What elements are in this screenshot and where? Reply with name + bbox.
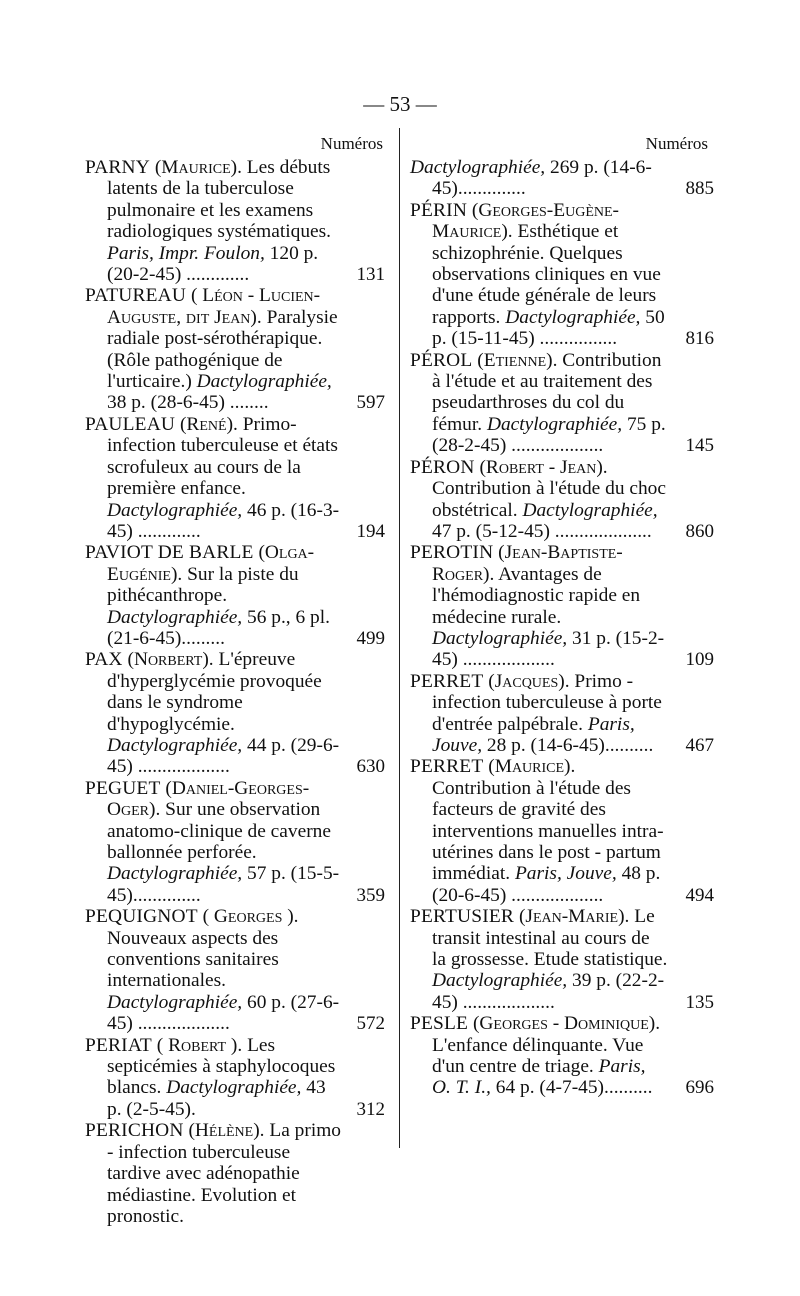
entry-list — [410, 157, 714, 1099]
entry-name: PERIAT — [85, 1034, 152, 1056]
entry-name: PAULEAU — [85, 413, 176, 435]
entry-title: Sur la piste du pithécanthrope. — [107, 563, 299, 607]
entry-details: 38 p. (28-6-45) ........ — [107, 392, 269, 414]
index-entry — [410, 542, 714, 671]
entry-list — [85, 157, 385, 1227]
entry-publication: Dactylographiée, — [107, 499, 243, 521]
entry-title: Contribution à l'étude et au traitement des pseudarthroses du col du fémur. — [432, 349, 662, 435]
entry-title: Paralysie radiale post-sérothérapique. (Rôle pathogénique de l'urticaire.) — [107, 306, 338, 393]
entry-name: PERICHON — [85, 1120, 184, 1142]
entry-publication: Paris, Jouve, — [514, 863, 617, 885]
entry-given-names: (Georges - Dominique). — [472, 1013, 661, 1035]
entry-name: PEROTIN — [410, 542, 494, 564]
entry-number: 630 — [356, 756, 385, 778]
entry-details: 28 p. (14-6-45).......... — [482, 734, 654, 756]
entry-title: Les débuts latents de la tuberculose pulmonaire et les examens radiologiques systématiques. — [107, 157, 332, 243]
entry-number: 494 — [685, 884, 714, 906]
entry-details: 47 p. (5-12-45) .................... — [432, 520, 652, 542]
entry-number: 860 — [685, 520, 714, 542]
entry-number: 131 — [356, 264, 385, 286]
entry-publication: Dactylographiée, — [522, 499, 658, 521]
right-column — [410, 134, 714, 1099]
index-entry — [410, 199, 714, 350]
index-entry — [85, 285, 385, 413]
entry-publication: Paris, Impr. Foulon, — [107, 242, 265, 264]
page-number: — 53 — — [363, 92, 437, 116]
entry-publication: Dactylographiée, — [196, 371, 332, 393]
entry-number: 816 — [685, 328, 714, 350]
entry-details: 39 p. (22-2-45) ................... — [432, 970, 665, 1013]
entry-title: L'épreuve d'hyperglycémie provoquée dans le syndrome d'hypoglycémie. — [107, 649, 322, 735]
entry-details: 75 p. (28-2-45) ................... — [432, 413, 666, 457]
index-entry — [410, 157, 714, 200]
entry-name: PARNY — [85, 157, 150, 178]
index-entry — [410, 1013, 714, 1099]
entry-title: Contribution à l'étude des facteurs de gravité des interventions manuelles intra-utérines dans le post - partum immédiat. — [432, 777, 664, 885]
entry-title: Contribution à l'étude du choc obstétrical. — [432, 478, 666, 521]
entry-given-names: ( Robert ). — [156, 1034, 243, 1056]
entry-given-names: (Olga-Eugénie). — [107, 542, 315, 585]
entry-given-names: (Jacques). — [488, 670, 570, 692]
entry-number: 597 — [356, 392, 385, 414]
entry-number: 145 — [685, 435, 714, 457]
entry-number: 135 — [685, 991, 714, 1013]
entry-title: Primo-infection tuberculeuse et états scrofuleux au cours de la première enfance. — [107, 413, 338, 500]
entry-given-names: (Norbert). — [127, 649, 214, 671]
entry-given-names: (Georges-Eugène-Maurice). — [432, 199, 619, 243]
entry-name: PAX — [85, 649, 123, 671]
entry-publication: Dactylographiée, — [432, 627, 568, 649]
entry-title: Nouveaux aspects des conventions sanitaires internationales. — [107, 927, 279, 992]
entry-name: PÉROL — [410, 349, 473, 371]
entry-number: 194 — [356, 520, 385, 542]
index-entry — [85, 414, 385, 542]
entry-number: 885 — [685, 178, 714, 200]
entry-publication: Dactylographiée, — [107, 863, 243, 885]
column-divider — [399, 128, 400, 1148]
entry-title: Les septicémies à staphylocoques blancs. — [107, 1034, 336, 1099]
entry-title: Le transit intestinal au cours de la grossesse. Etude statistique. — [432, 906, 668, 971]
entry-given-names: (Jean-Marie). — [518, 906, 630, 928]
entry-details: 44 p. (29-6-45) ................... — [107, 734, 340, 778]
entry-details: 64 p. (4-7-45).......... — [490, 1077, 653, 1099]
entry-name: PAVIOT DE BARLE — [85, 542, 254, 564]
entry-given-names: (Jean-Baptiste-Roger). — [432, 542, 623, 585]
index-entry — [410, 670, 714, 757]
entry-title: Sur une observation anatomo-clinique de caverne ballonnée perforée. — [107, 799, 331, 863]
entry-given-names: (Daniel-Georges-Oger). — [107, 777, 310, 821]
entry-name: PERRET — [410, 670, 484, 692]
entry-details: 48 p. (20-6-45) ................... — [432, 863, 661, 906]
entry-number: 359 — [356, 884, 385, 906]
column-header: Numéros — [320, 134, 383, 153]
entry-number: 312 — [356, 1098, 385, 1120]
column-header: Numéros — [645, 134, 708, 153]
index-entry — [410, 906, 714, 1013]
entry-publication: Dactylographiée, — [107, 734, 243, 756]
entry-given-names: ( Léon - Lucien-Auguste, dit Jean). — [107, 285, 321, 328]
entry-details: 56 p., 6 pl. (21-6-45)......... — [107, 606, 330, 649]
entry-name: PERTUSIER — [410, 906, 515, 928]
index-entry — [85, 649, 385, 777]
entry-publication: Dactylographiée, — [166, 1077, 302, 1099]
entry-number: 572 — [356, 1013, 385, 1035]
entry-given-names: (René). — [179, 413, 238, 435]
index-entry — [410, 349, 714, 457]
entry-details: 120 p. (20-2-45) ............. — [107, 242, 319, 286]
index-entry — [85, 1120, 385, 1227]
entry-publication: Dactylographiée, — [432, 970, 568, 992]
entry-title: Primo - infection tuberculeuse à porte d'entrée palpébrale. — [432, 670, 662, 735]
entry-name: PERRET — [410, 756, 484, 778]
index-entry — [410, 756, 714, 906]
entry-title: Esthétique et schizophrénie. Quelques observations cliniques en vue d'une étude générale de leurs rapports. — [432, 221, 661, 328]
entry-details: 60 p. (27-6-45) ................... — [107, 991, 340, 1035]
entry-publication: Paris, O. T. I., — [432, 1056, 646, 1099]
entry-given-names: (Maurice). — [488, 756, 576, 778]
entry-publication: Dactylographiée, — [107, 991, 243, 1013]
entry-publication: Dactylographiée, — [486, 413, 623, 435]
entry-name: PÉRON — [410, 456, 475, 478]
entry-publication: Dactylographiée, — [505, 306, 641, 328]
entry-name: PESLE — [410, 1013, 469, 1035]
entry-number: 499 — [356, 627, 385, 649]
entry-given-names: (Hélène). — [188, 1120, 265, 1142]
left-column — [85, 135, 385, 1227]
index-entry — [85, 778, 385, 906]
entry-title: L'enfance délinquante. Vue d'un centre de triage. — [432, 1034, 644, 1078]
entry-title: Avantages de l'hémodiagnostic rapide en médecine rurale. — [432, 563, 641, 628]
entry-details: 46 p. (16-3-45) ............. — [107, 499, 340, 542]
entry-given-names: (Robert - Jean). — [479, 456, 608, 478]
entry-details: 31 p. (15-2-45) ................... — [432, 627, 665, 671]
index-entry — [410, 456, 714, 543]
entry-given-names: (Maurice). — [154, 157, 242, 178]
index-entry — [85, 542, 385, 649]
entry-number: 696 — [685, 1077, 714, 1099]
entry-number: 109 — [685, 649, 714, 671]
index-entry — [85, 1035, 385, 1121]
entry-publication: Paris, Jouve, — [432, 713, 635, 756]
entry-details: 50 p. (15-11-45) ................ — [432, 306, 665, 350]
entry-publication: Dactylographiée, — [107, 606, 243, 628]
entry-name: PEQUIGNOT — [85, 906, 198, 928]
entry-name: PÉRIN — [410, 199, 468, 221]
entry-title: La primo - infection tuberculeuse tardive avec adénopathie médiastine. Evolution et pronostic. — [107, 1120, 341, 1227]
entry-given-names: ( Georges ). — [202, 906, 299, 928]
index-entry — [85, 157, 385, 285]
entry-name: PATUREAU — [85, 285, 187, 307]
entry-details: 269 p. (14-6-45).............. — [432, 157, 652, 200]
entry-details: 57 p. (15-5-45).............. — [107, 863, 340, 906]
entry-given-names: (Etienne). — [477, 349, 558, 371]
entry-number: 467 — [685, 734, 714, 756]
entry-details: 43 p. (2-5-45). — [107, 1077, 326, 1120]
index-entry — [85, 906, 385, 1034]
entry-publication: Dactylographiée, — [410, 157, 546, 178]
entry-name: PEGUET — [85, 777, 161, 799]
